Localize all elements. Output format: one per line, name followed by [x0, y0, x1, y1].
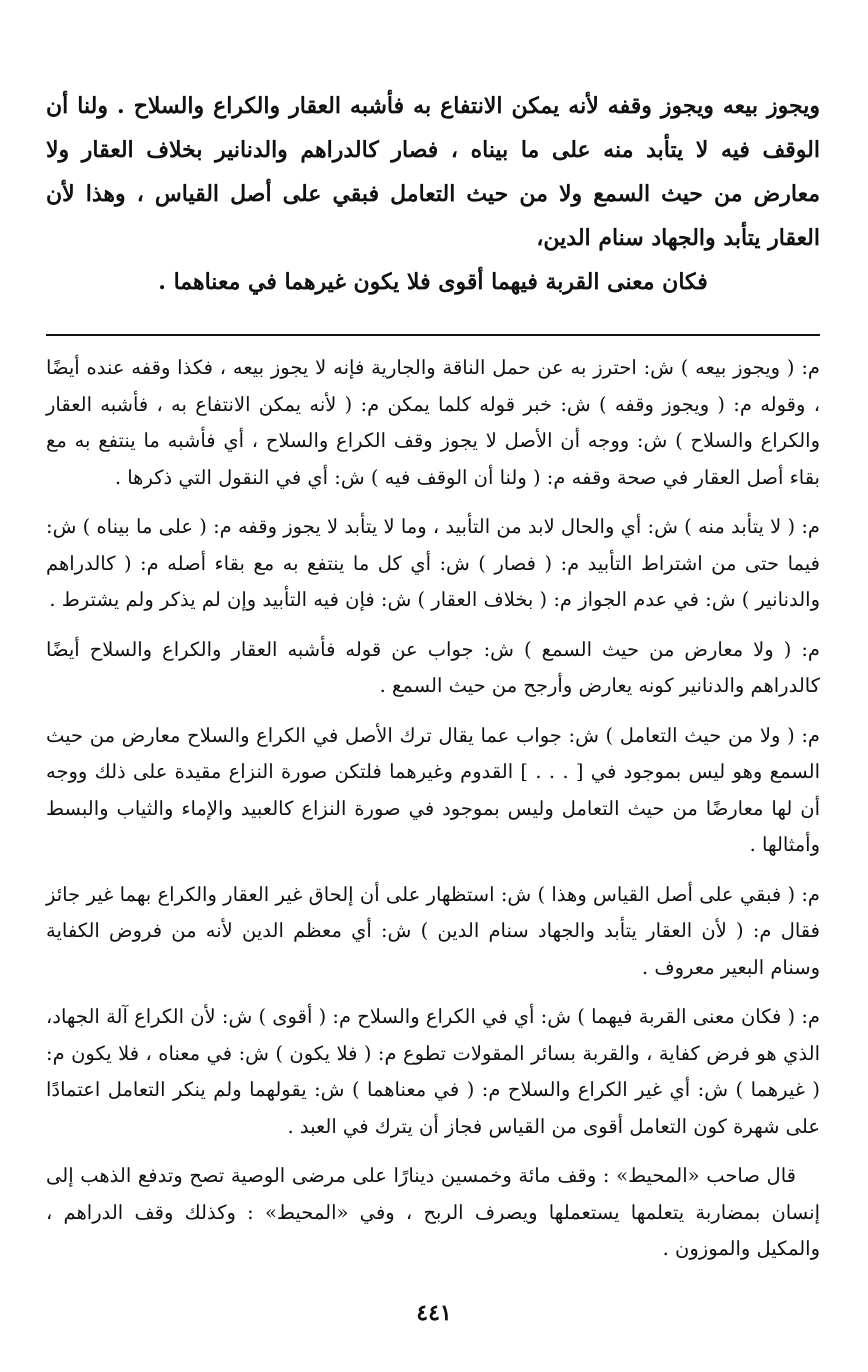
- footer-note: قال صاحب «المحيط» : وقف مائة وخمسين دينارًا على مرضى الوصية تصح وتدفع الذهب إلى إنسان بمضاربة يتعلمها يستعملها ويصرف الربح ، وفي «المحيط» : وكذلك وقف الدراهم ، والمكيل والموزون .: [46, 1164, 820, 1260]
- commentary-paragraph: م: ( ولا معارض من حيث السمع ) ش: جواب عن قوله فأشبه العقار والكراع والسلاح أيضًا كالدراهم والدنانير كونه يعارض وأرجح من حيث السمع .: [46, 637, 820, 697]
- commentary-paragraph: م: ( لا يتأبد منه ) ش: أي والحال لابد من التأبيد ، وما لا يتأبد لا يجوز وقفه م: ( على ما بيناه ) ش: فيما حتى من اشتراط التأبيد م: ( فصار ) ش: أي كل ما ينتفع به مع بقاء أصله م: ( كالدراهم والدنانير ) ش: في عدم الجواز م: ( بخلاف العقار ) ش: فإن فيه التأبيد وإن لم يذكر ولم يشترط .: [46, 515, 820, 611]
- main-text-line: ويجوز بيعه ويجوز وقفه لأنه يمكن الانتفاع به فأشبه العقار والكراع والسلاح . ولنا أن الوقف: [46, 93, 820, 163]
- page-content: [46, 72, 820, 1268]
- commentary-paragraph: م: ( فكان معنى القربة فيهما ) ش: أي في الكراع والسلاح م: ( أقوى ) ش: لأن الكراع آلة الجهاد، الذي هو فرض كفاية ، والقربة بسائر المقولات تطوع م: ( فلا يكون ) ش: في معناه ، فلا يكون م: ( غيرهما ) ش: أي غير الكراع والسلاح م: ( في معناهما ) ش: يقولهما ولم ينكر التعامل اعتمادًا على شهرة كون التعامل أقوى من القياس فجاز أن يترك في العبد .: [46, 1005, 820, 1138]
- commentary-paragraph: م: ( ويجوز بيعه ) ش: احترز به عن حمل الناقة والجارية فإنه لا يجوز بيعه ، فكذا وقفه عنده أيضًا ، وقوله م: ( ويجوز وقفه ) ش: خبر قوله كلما يمكن م: ( لأنه يمكن الانتفاع به ، فأشبه العقار والكراع والسلاح ) ش: ووجه أن الأصل لا يجوز وقف الكراع والسلاح ، أي فأشبه ما ينتفع به مع بقاء أصل العقار في صحة وقفه م: ( ولنا أن الوقف فيه ) ش: أي في النقول التي ذكرها .: [46, 356, 820, 489]
- commentary-paragraph: م: ( فبقي على أصل القياس وهذا ) ش: استظهار على أن إلحاق غير العقار والكراع بهما غير جائز فقال م: ( لأن العقار يتأبد والجهاد سنام الدين ) ش: أي معظم الدين لأنه من فروض الكفاية وسنام البعير معروف .: [46, 882, 820, 979]
- commentary-paragraph: م: ( ولا من حيث التعامل ) ش: جواب عما يقال ترك الأصل في الكراع والسلاح معارض من حيث السمع وهو ليس بموجود في [ . . . ] القدوم وغيرهما فلتكن صورة النزاع مقيدة على ذلك ووجه أن لها معارضًا من حيث التعامل وليس بموجود في صورة النزاع كالعبيد والإماء والثياب والبسط وأمثالها .: [46, 723, 820, 856]
- main-text-line: السمع ولا من حيث التعامل فبقي على أصل القياس ، وهذا لأن العقار يتأبد والجهاد سنام الدين،: [46, 181, 820, 251]
- main-text: [46, 72, 820, 304]
- commentary: [46, 350, 820, 1145]
- separator-rule: [46, 334, 820, 336]
- main-text-line: فكان معنى القربة فيهما أقوى فلا يكون غيرهما في معناهما .: [158, 269, 708, 295]
- page-number: ٤٤١: [416, 1300, 452, 1326]
- main-text-line: فيه لا يتأبد منه على ما بيناه ، فصار كالدراهم والدنانير بخلاف العقار ولا معارض من حيث: [46, 137, 820, 207]
